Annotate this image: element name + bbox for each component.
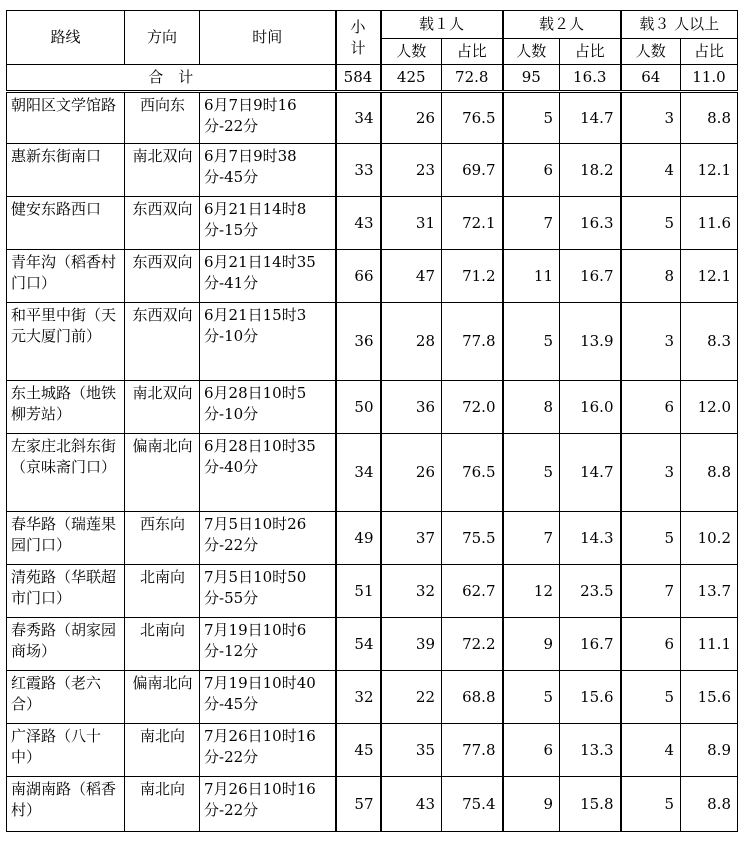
load3-count-cell: 5 — [621, 197, 681, 250]
direction-cell: 西东向 — [125, 512, 200, 565]
load2-ratio-cell: 16.7 — [560, 618, 621, 671]
load2-count-cell: 5 — [503, 671, 560, 724]
load1-ratio-cell: 76.5 — [442, 434, 503, 512]
load1-count-cell: 36 — [381, 381, 442, 434]
header-subtotal: 小 计 — [336, 11, 381, 65]
header-count-1: 人数 — [381, 39, 442, 65]
time-cell: 7月19日10时40分-45分 — [200, 671, 336, 724]
time-cell: 6月21日14时8分-15分 — [200, 197, 336, 250]
time-cell: 6月7日9时38分-45分 — [200, 144, 336, 197]
time-cell: 7月5日10时50分-55分 — [200, 565, 336, 618]
total-count-2: 95 — [503, 65, 560, 92]
total-label: 合 计 — [7, 65, 336, 92]
total-ratio-3: 11.0 — [681, 65, 738, 92]
direction-cell: 北南向 — [125, 565, 200, 618]
route-cell: 左家庄北斜东街（京味斋门口） — [7, 434, 125, 512]
header-load3: 载３ 人以上 — [621, 11, 738, 39]
table-row — [7, 565, 738, 618]
route-cell: 健安东路西口 — [7, 197, 125, 250]
load1-count-cell: 47 — [381, 250, 442, 303]
load2-count-cell: 9 — [503, 777, 560, 832]
load3-ratio-cell: 8.9 — [681, 724, 738, 777]
load1-ratio-cell: 72.1 — [442, 197, 503, 250]
load3-count-cell: 6 — [621, 381, 681, 434]
table-row — [7, 512, 738, 565]
load3-ratio-cell: 10.2 — [681, 512, 738, 565]
time-cell: 7月5日10时26分-22分 — [200, 512, 336, 565]
load1-ratio-cell: 71.2 — [442, 250, 503, 303]
traffic-survey-table — [6, 10, 738, 832]
load2-ratio-cell: 15.6 — [560, 671, 621, 724]
time-cell: 6月21日15时3分-10分 — [200, 303, 336, 381]
load3-count-cell: 4 — [621, 724, 681, 777]
load1-count-cell: 37 — [381, 512, 442, 565]
load1-ratio-cell: 76.5 — [442, 92, 503, 144]
header-route: 路线 — [7, 11, 125, 65]
total-count-3: 64 — [621, 65, 681, 92]
table-row — [7, 92, 738, 144]
header-load2: 载２人 — [503, 11, 621, 39]
direction-cell: 南北双向 — [125, 144, 200, 197]
load1-count-cell: 26 — [381, 434, 442, 512]
load3-count-cell: 8 — [621, 250, 681, 303]
subtotal-cell: 36 — [336, 303, 381, 381]
load1-count-cell: 26 — [381, 92, 442, 144]
direction-cell: 东西双向 — [125, 303, 200, 381]
load1-ratio-cell: 77.8 — [442, 303, 503, 381]
load1-count-cell: 23 — [381, 144, 442, 197]
subtotal-cell: 43 — [336, 197, 381, 250]
table-row — [7, 724, 738, 777]
table-row — [7, 618, 738, 671]
load1-count-cell: 43 — [381, 777, 442, 832]
table-row — [7, 434, 738, 512]
header-count-3: 人数 — [621, 39, 681, 65]
header-load1: 载１人 — [381, 11, 503, 39]
load1-ratio-cell: 75.4 — [442, 777, 503, 832]
direction-cell: 偏南北向 — [125, 671, 200, 724]
load2-count-cell: 9 — [503, 618, 560, 671]
header-ratio-3: 占比 — [681, 39, 738, 65]
subtotal-cell: 32 — [336, 671, 381, 724]
route-cell: 惠新东街南口 — [7, 144, 125, 197]
load1-ratio-cell: 62.7 — [442, 565, 503, 618]
load3-ratio-cell: 11.1 — [681, 618, 738, 671]
subtotal-cell: 51 — [336, 565, 381, 618]
load2-count-cell: 7 — [503, 197, 560, 250]
time-cell: 7月26日10时16分-22分 — [200, 777, 336, 832]
header-ratio-2: 占比 — [560, 39, 621, 65]
table-row — [7, 250, 738, 303]
load3-count-cell: 4 — [621, 144, 681, 197]
load3-ratio-cell: 15.6 — [681, 671, 738, 724]
load3-count-cell: 5 — [621, 512, 681, 565]
route-cell: 清苑路（华联超市门口） — [7, 565, 125, 618]
time-cell: 7月26日10时16分-22分 — [200, 724, 336, 777]
direction-cell: 南北向 — [125, 777, 200, 832]
load2-count-cell: 8 — [503, 381, 560, 434]
subtotal-cell: 66 — [336, 250, 381, 303]
load1-count-cell: 32 — [381, 565, 442, 618]
route-cell: 南湖南路（稻香村） — [7, 777, 125, 832]
load3-count-cell: 3 — [621, 92, 681, 144]
load1-ratio-cell: 68.8 — [442, 671, 503, 724]
load1-count-cell: 35 — [381, 724, 442, 777]
subtotal-cell: 49 — [336, 512, 381, 565]
direction-cell: 东西双向 — [125, 197, 200, 250]
load2-ratio-cell: 16.3 — [560, 197, 621, 250]
load3-ratio-cell: 13.7 — [681, 565, 738, 618]
load3-count-cell: 6 — [621, 618, 681, 671]
direction-cell: 南北向 — [125, 724, 200, 777]
table-row — [7, 381, 738, 434]
time-cell: 7月19日10时6分-12分 — [200, 618, 336, 671]
direction-cell: 北南向 — [125, 618, 200, 671]
load3-ratio-cell: 8.8 — [681, 434, 738, 512]
load3-ratio-cell: 12.0 — [681, 381, 738, 434]
load2-count-cell: 12 — [503, 565, 560, 618]
table-row — [7, 197, 738, 250]
direction-cell: 西向东 — [125, 92, 200, 144]
total-ratio-2: 16.3 — [560, 65, 621, 92]
load3-count-cell: 5 — [621, 671, 681, 724]
total-subtotal: 584 — [336, 65, 381, 92]
route-cell: 春华路（瑞莲果园门口） — [7, 512, 125, 565]
load1-count-cell: 22 — [381, 671, 442, 724]
load2-ratio-cell: 14.7 — [560, 434, 621, 512]
subtotal-cell: 34 — [336, 92, 381, 144]
load2-count-cell: 5 — [503, 92, 560, 144]
total-count-1: 425 — [381, 65, 442, 92]
load2-ratio-cell: 14.3 — [560, 512, 621, 565]
header-ratio-1: 占比 — [442, 39, 503, 65]
table-row — [7, 777, 738, 832]
table-row — [7, 303, 738, 381]
direction-cell: 偏南北向 — [125, 434, 200, 512]
time-cell: 6月28日10时5分-10分 — [200, 381, 336, 434]
route-cell: 东土城路（地铁柳芳站） — [7, 381, 125, 434]
load2-ratio-cell: 18.2 — [560, 144, 621, 197]
load3-count-cell: 3 — [621, 434, 681, 512]
route-cell: 红霞路（老六合） — [7, 671, 125, 724]
direction-cell: 南北双向 — [125, 381, 200, 434]
load2-count-cell: 6 — [503, 144, 560, 197]
load1-count-cell: 28 — [381, 303, 442, 381]
load3-count-cell: 7 — [621, 565, 681, 618]
load2-ratio-cell: 16.7 — [560, 250, 621, 303]
load1-ratio-cell: 69.7 — [442, 144, 503, 197]
load2-count-cell: 5 — [503, 434, 560, 512]
load1-count-cell: 39 — [381, 618, 442, 671]
load1-ratio-cell: 72.2 — [442, 618, 503, 671]
load3-count-cell: 5 — [621, 777, 681, 832]
time-cell: 6月7日9时16分-22分 — [200, 92, 336, 144]
load2-ratio-cell: 13.9 — [560, 303, 621, 381]
load3-ratio-cell: 12.1 — [681, 250, 738, 303]
direction-cell: 东西双向 — [125, 250, 200, 303]
load2-count-cell: 6 — [503, 724, 560, 777]
load1-ratio-cell: 75.5 — [442, 512, 503, 565]
load1-ratio-cell: 77.8 — [442, 724, 503, 777]
load1-ratio-cell: 72.0 — [442, 381, 503, 434]
time-cell: 6月28日10时35分-40分 — [200, 434, 336, 512]
header-direction: 方向 — [125, 11, 200, 65]
route-cell: 春秀路（胡家园商场） — [7, 618, 125, 671]
header-time: 时间 — [200, 11, 336, 65]
header-count-2: 人数 — [503, 39, 560, 65]
load2-ratio-cell: 13.3 — [560, 724, 621, 777]
route-cell: 和平里中街（天元大厦门前） — [7, 303, 125, 381]
subtotal-cell: 57 — [336, 777, 381, 832]
load2-ratio-cell: 23.5 — [560, 565, 621, 618]
load3-ratio-cell: 8.8 — [681, 777, 738, 832]
load1-count-cell: 31 — [381, 197, 442, 250]
load2-ratio-cell: 16.0 — [560, 381, 621, 434]
route-cell: 朝阳区文学馆路 — [7, 92, 125, 144]
subtotal-cell: 54 — [336, 618, 381, 671]
total-ratio-1: 72.8 — [442, 65, 503, 92]
subtotal-cell: 33 — [336, 144, 381, 197]
load2-count-cell: 5 — [503, 303, 560, 381]
load2-ratio-cell: 15.8 — [560, 777, 621, 832]
time-cell: 6月21日14时35分-41分 — [200, 250, 336, 303]
route-cell: 青年沟（稻香村门口） — [7, 250, 125, 303]
load3-count-cell: 3 — [621, 303, 681, 381]
load3-ratio-cell: 8.3 — [681, 303, 738, 381]
subtotal-cell: 50 — [336, 381, 381, 434]
subtotal-cell: 34 — [336, 434, 381, 512]
load3-ratio-cell: 11.6 — [681, 197, 738, 250]
load3-ratio-cell: 12.1 — [681, 144, 738, 197]
load2-ratio-cell: 14.7 — [560, 92, 621, 144]
load2-count-cell: 7 — [503, 512, 560, 565]
load3-ratio-cell: 8.8 — [681, 92, 738, 144]
table-row — [7, 671, 738, 724]
table-row — [7, 144, 738, 197]
route-cell: 广泽路（八十中） — [7, 724, 125, 777]
load2-count-cell: 11 — [503, 250, 560, 303]
subtotal-cell: 45 — [336, 724, 381, 777]
total-row — [7, 65, 738, 92]
